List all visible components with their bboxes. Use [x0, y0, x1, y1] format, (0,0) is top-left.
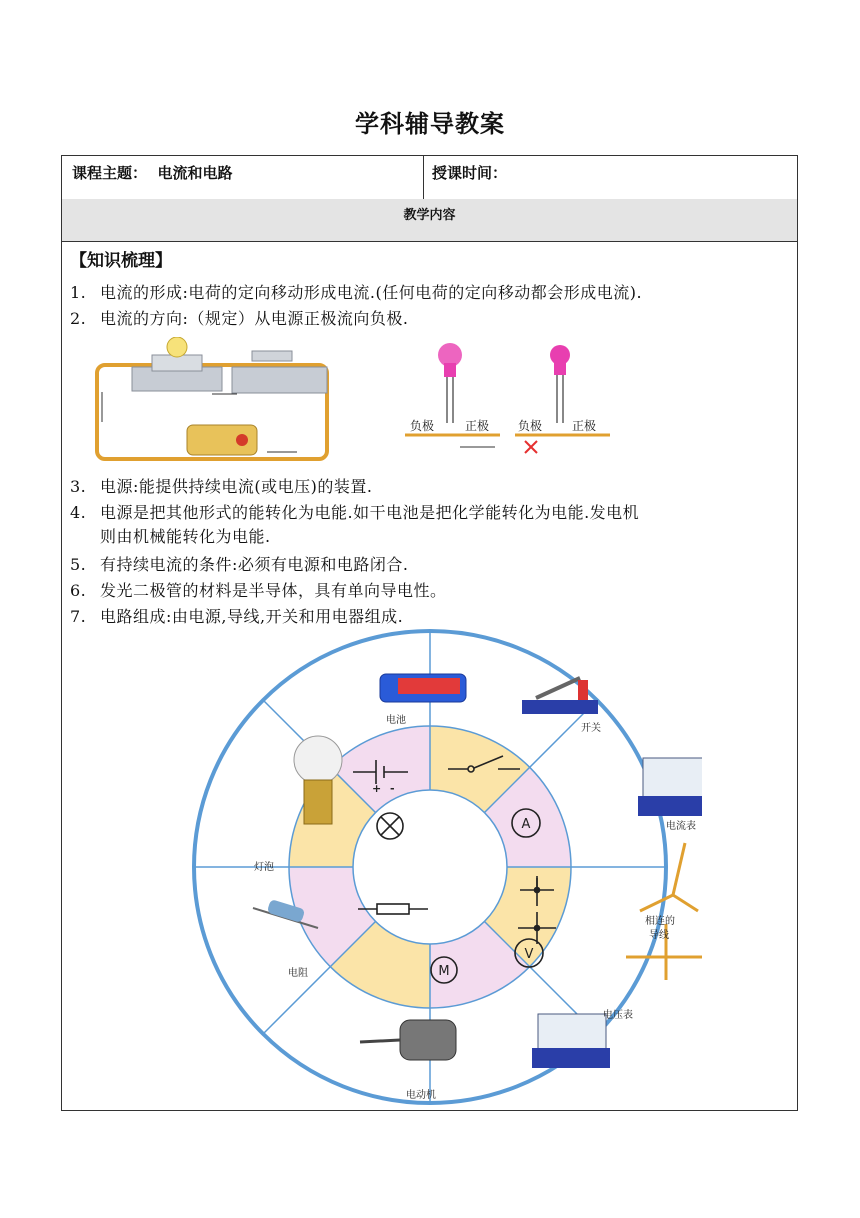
item-text: 电源是把其他形式的能转化为电能.如干电池是把化学能转化为电能.发电机	[100, 503, 640, 522]
item-text-continuation: 则由机械能转化为电能.	[100, 527, 271, 546]
time-cell	[424, 156, 797, 199]
led-illustration	[400, 335, 620, 463]
item-text: 发光二极管的材料是半导体，具有单向导电性。	[100, 581, 447, 600]
list-item	[70, 500, 640, 546]
item-number: 1.	[70, 283, 87, 302]
circuit-illustration	[92, 337, 337, 465]
item-text: 电路组成:由电源,导线,开关和用电器组成.	[100, 607, 404, 626]
label-battery: 电池	[386, 715, 406, 726]
label-motor: 电动机	[406, 1090, 436, 1101]
list-item	[70, 578, 447, 601]
label-resistor: 电阻	[288, 968, 308, 979]
battery-minus-symbol: -	[390, 782, 395, 795]
voltmeter-symbol: V	[524, 947, 534, 962]
battery-icon	[380, 674, 466, 702]
topic-label: 课程主题：	[72, 164, 148, 182]
item-text: 电流的形成:电荷的定向移动形成电流.(任何电荷的定向移动都会形成电流).	[100, 283, 643, 302]
topic-value: 电流和电路	[157, 164, 233, 182]
voltmeter-icon	[532, 1014, 610, 1068]
page-title: 学科辅导教案	[355, 110, 505, 138]
label-connected-wires-1: 相连的	[645, 916, 675, 927]
led-label-negative: 负极	[410, 419, 435, 433]
led-label-positive: 正极	[572, 419, 597, 433]
battery-plus-symbol: +	[372, 782, 382, 795]
label-bulb: 灯泡	[254, 862, 274, 873]
lesson-table	[61, 155, 798, 1111]
ammeter-symbol: A	[521, 817, 531, 832]
label-connected-wires-2: 导线	[649, 930, 669, 941]
list-item	[70, 474, 372, 497]
led-label-positive: 正极	[465, 419, 490, 433]
item-text: 电流的方向:（规定）从电源正极流向负极.	[100, 309, 409, 328]
item-number: 5.	[70, 555, 87, 574]
motor-symbol: M	[438, 964, 450, 979]
list-item	[70, 552, 408, 575]
list-item	[70, 280, 642, 303]
item-text: 电源:能提供持续电流(或电压)的装置.	[100, 477, 373, 496]
section-title: 【知识梳理】	[70, 251, 172, 271]
list-item	[70, 306, 408, 329]
item-number: 2.	[70, 309, 87, 328]
label-ammeter: 电流表	[666, 821, 696, 832]
item-number: 6.	[70, 581, 87, 600]
label-switch: 开关	[581, 723, 601, 734]
led-label-negative: 负极	[518, 419, 543, 433]
item-number: 7.	[70, 607, 87, 626]
list-item	[70, 604, 403, 627]
section-header-row: 教学内容	[62, 199, 797, 242]
header-row	[62, 156, 797, 200]
ammeter-icon	[638, 758, 702, 816]
topic-cell	[62, 156, 424, 199]
label-voltmeter: 电压表	[603, 1010, 633, 1021]
circuit-components-wheel	[158, 628, 702, 1106]
item-number: 3.	[70, 477, 87, 496]
item-number: 4.	[70, 503, 87, 522]
item-text: 有持续电流的条件:必须有电源和电路闭合.	[100, 555, 409, 574]
time-label: 授课时间：	[432, 164, 508, 182]
